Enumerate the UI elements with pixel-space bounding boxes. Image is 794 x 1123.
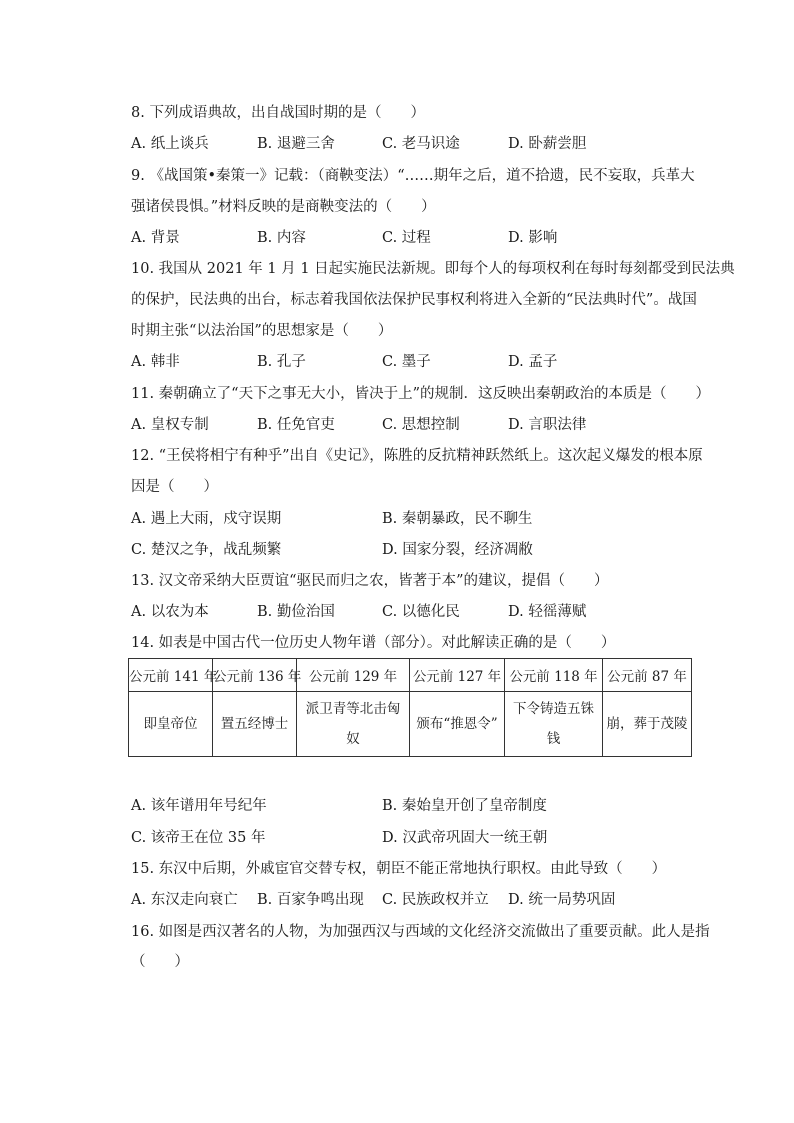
question-10-option-d: D. 孟子 xyxy=(508,354,558,370)
question-14-stem: 14. 如表是中国古代一位历史人物年谱（部分）。对此解读正确的是（ ） xyxy=(131,635,616,651)
question-11-stem: 11. 秦朝确立了“天下之事无大小，皆决于上”的规制．这反映出秦朝政治的本质是（ ） xyxy=(131,386,710,402)
question-10-stem-line3: 时期主张“以法治国”的思想家是（ ） xyxy=(131,323,393,339)
question-10-option-c: C. 墨子 xyxy=(382,354,431,370)
question-10-option-a: A. 韩非 xyxy=(131,354,180,370)
question-13-stem: 13. 汉文帝采纳大臣贾谊“驱民而归之农，皆著于本”的建议，提倡（ ） xyxy=(131,573,609,589)
question-13-option-a: A. 以农为本 xyxy=(131,604,209,620)
question-11-option-b: B. 任免官吏 xyxy=(257,417,335,433)
question-8-option-c: C. 老马识途 xyxy=(382,136,460,152)
question-8-option-a: A. 纸上谈兵 xyxy=(131,136,209,152)
question-9-stem-line1: 9. 《战国策•秦策一》记载：（商鞅变法）“……期年之后，道不拾遗，民不妄取，兵革大 xyxy=(131,168,695,184)
table-row xyxy=(129,692,692,757)
question-10-stem-line1: 10. 我国从 2021 年 1 月 1 日起实施民法新规。即每个人的每项权利在每时每刻都受到民法典 xyxy=(131,261,735,277)
question-12-option-d: D. 国家分裂，经济凋敝 xyxy=(382,542,533,558)
question-13-option-d: D. 轻徭薄赋 xyxy=(508,604,587,620)
question-12-stem-line2: 因是（ ） xyxy=(131,479,218,495)
table-header-year: 公元前 118 年 xyxy=(505,659,603,692)
question-9-option-c: C. 过程 xyxy=(382,230,431,246)
table-cell-event: 即皇帝位 xyxy=(129,692,213,757)
table-header-year: 公元前 127 年 xyxy=(410,659,505,692)
question-9-stem-line2: 强诸侯畏惧。”材料反映的是商鞅变法的（ ） xyxy=(131,199,436,215)
table-header-year: 公元前 129 年 xyxy=(297,659,410,692)
question-10-stem-line2: 的保护，民法典的出台，标志着我国依法保护民事权利将进入全新的“民法典时代”。战国 xyxy=(131,292,697,308)
question-13-option-c: C. 以德化民 xyxy=(382,604,460,620)
question-16-stem-line2: （ ） xyxy=(131,954,189,970)
table-cell-event: 下令铸造五铢钱 xyxy=(505,692,603,757)
question-11-option-a: A. 皇权专制 xyxy=(131,417,209,433)
question-12-option-b: B. 秦朝暴政，民不聊生 xyxy=(382,511,533,527)
question-16-stem-line1: 16. 如图是西汉著名的人物，为加强西汉与西域的文化经济交流做出了重要贡献。此人是指 xyxy=(131,924,710,940)
table-header-year: 公元前 136 年 xyxy=(213,659,297,692)
question-14-option-d: D. 汉武帝巩固大一统王朝 xyxy=(382,830,548,846)
question-8-stem: 8. 下列成语典故，出自战国时期的是（ ） xyxy=(131,105,425,121)
question-14-option-a: A. 该年谱用年号纪年 xyxy=(131,798,267,814)
question-11-option-d: D. 言职法律 xyxy=(508,417,587,433)
table-cell-event: 派卫青等北击匈奴 xyxy=(297,692,410,757)
question-15-option-d: D. 统一局势巩固 xyxy=(508,892,616,908)
question-15-stem: 15. 东汉中后期，外戚宦官交替专权，朝臣不能正常地执行职权。由此导致（ ） xyxy=(131,861,667,877)
table-cell-event: 置五经博士 xyxy=(213,692,297,757)
question-14-option-b: B. 秦始皇开创了皇帝制度 xyxy=(382,798,547,814)
question-13-option-b: B. 勤俭治国 xyxy=(257,604,335,620)
question-15-option-b: B. 百家争鸣出现 xyxy=(257,892,364,908)
question-8-option-d: D. 卧薪尝胆 xyxy=(508,136,587,152)
question-14-option-c: C. 该帝王在位 35 年 xyxy=(131,830,266,846)
question-10-option-b: B. 孔子 xyxy=(257,354,306,370)
table-header-year: 公元前 87 年 xyxy=(603,659,692,692)
table-cell-event: 颁布“推恩令” xyxy=(410,692,505,757)
question-8-option-b: B. 退避三舍 xyxy=(257,136,335,152)
question-15-option-c: C. 民族政权并立 xyxy=(382,892,489,908)
chronology-table xyxy=(128,658,692,757)
question-12-stem-line1: 12. “王侯将相宁有种乎”出自《史记》，陈胜的反抗精神跃然纸上。这次起义爆发的根本原 xyxy=(131,448,703,464)
question-15-option-a: A. 东汉走向衰亡 xyxy=(131,892,238,908)
question-11-option-c: C. 思想控制 xyxy=(382,417,460,433)
table-header-row xyxy=(129,659,692,692)
table-cell-event: 崩，葬于茂陵 xyxy=(603,692,692,757)
question-9-option-a: A. 背景 xyxy=(131,230,180,246)
question-9-option-d: D. 影响 xyxy=(508,230,558,246)
table-header-year: 公元前 141 年 xyxy=(129,659,213,692)
question-9-option-b: B. 内容 xyxy=(257,230,306,246)
question-12-option-a: A. 遇上大雨，戍守误期 xyxy=(131,511,282,527)
question-12-option-c: C. 楚汉之争，战乱频繁 xyxy=(131,542,282,558)
